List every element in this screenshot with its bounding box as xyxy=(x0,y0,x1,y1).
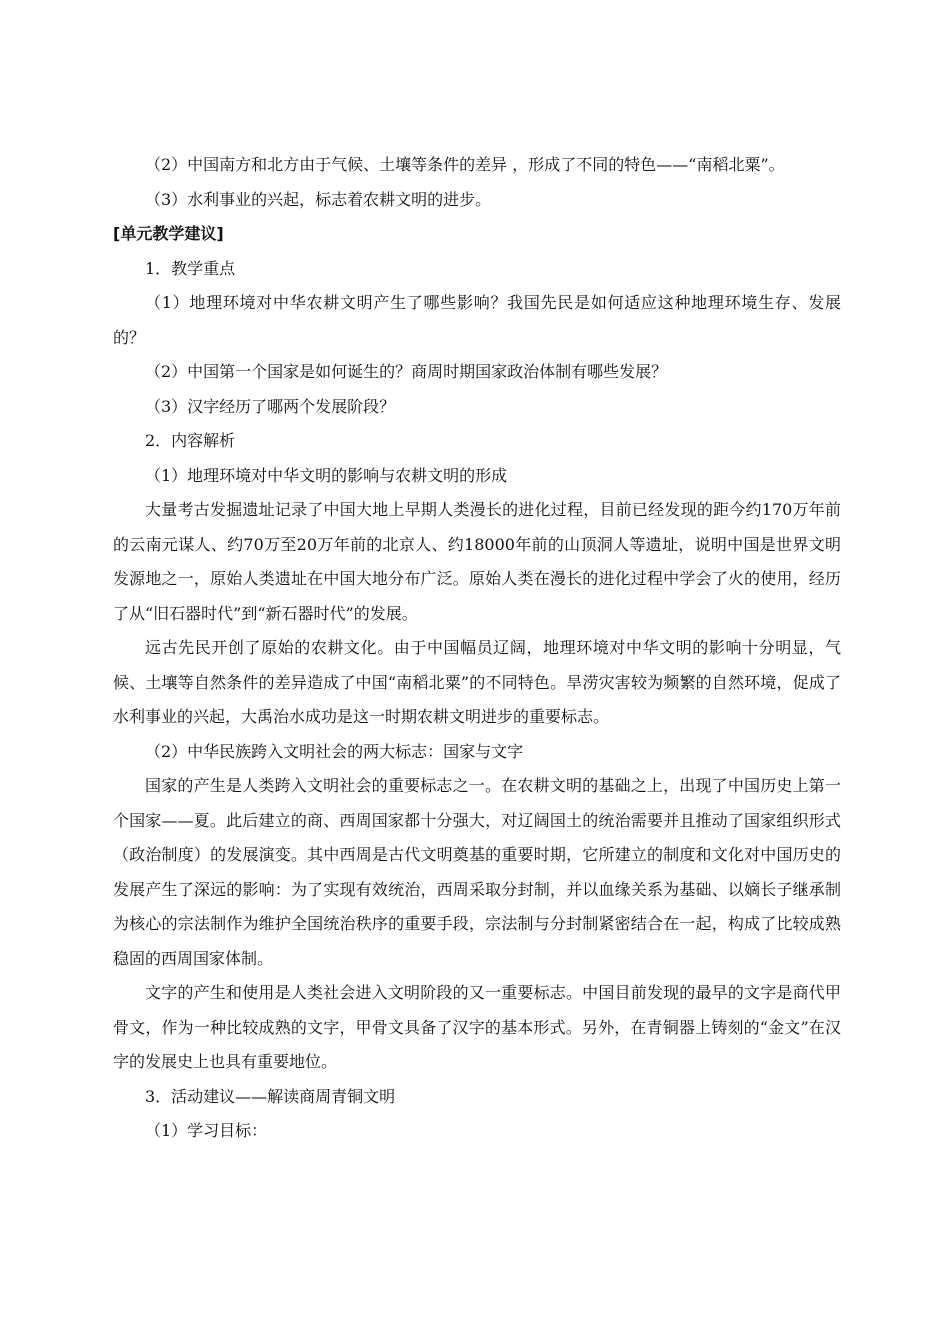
teaching-focus-item-2: （2）中国第一个国家是如何诞生的？商周时期国家政治体制有哪些发展？ xyxy=(145,362,668,381)
activity-heading: 3．活动建议——解读商周青铜文明 xyxy=(145,1086,396,1106)
teaching-focus-item-3: （3）汉字经历了哪两个发展阶段？ xyxy=(145,396,396,416)
teaching-focus-heading: 1．教学重点 xyxy=(145,258,236,278)
section-title: [单元教学建议] xyxy=(113,224,224,243)
intro-item-3: （3）水利事业的兴起，标志着农耕文明的进步。 xyxy=(145,189,492,209)
activity-sub1-heading: （1）学习目标： xyxy=(145,1121,268,1140)
content-analysis-sub2-para2: 文字的产生和使用是人类社会进入文明阶段的又一重要标志。中国目前发现的最早的文字是商代甲骨文，作为一种比较成熟的文字，甲骨文具备了汉字的基本形式。另外，在青铜器上铸刻的“金文”在汉字的发展史上也具有重要地位。 xyxy=(113,983,841,1071)
teaching-focus-item-1: （1）地理环境对中华农耕文明产生了哪些影响？我国先民是如何适应这种地理环境生存、发展的？ xyxy=(113,293,841,347)
content-analysis-sub1-heading: （1）地理环境对中华文明的影响与农耕文明的形成 xyxy=(145,465,508,485)
content-analysis-heading: 2．内容解析 xyxy=(145,431,236,450)
content-analysis-sub2-para1: 国家的产生是人类跨入文明社会的重要标志之一。在农耕文明的基础之上，出现了中国历史上第一个国家——夏。此后建立的商、西周国家都十分强大，对辽阔国土的统治需要并且推动了国家组织形式（政治制度）的发展演变。其中西周是古代文明奠基的重要时期，它所建立的制度和文化对中国历史的发展产生了深远的影响：为了实现有效统治，西周采取分封制，并以血缘关系为基础、以嫡长子继承制为核心的宗法制作为维护全国统治秩序的重要手段，宗法制与分封制紧密结合在一起，构成了比较成熟稳固的西周国家体制。 xyxy=(113,776,841,968)
content-analysis-sub1-para1: 大量考古发掘遗址记录了中国大地上早期人类漫长的进化过程，目前已经发现的距今约170万年前的云南元谋人、约70万至20万年前的北京人、约18000年前的山顶洞人等遗址，说明中国是世界文明发源地之一，原始人类遗址在中国大地分布广泛。原始人类在漫长的进化过程中学会了火的使用，经历了从“旧石器时代”到“新石器时代”的发展。 xyxy=(113,500,841,623)
content-analysis-sub2-heading: （2）中华民族跨入文明社会的两大标志：国家与文字 xyxy=(145,741,524,761)
document-body xyxy=(113,148,841,1149)
content-analysis-sub1-para2: 远古先民开创了原始的农耕文化。由于中国幅员辽阔，地理环境对中华文明的影响十分明显，气候、土壤等自然条件的差异造成了中国“南稻北粟”的不同特色。旱涝灾害较为频繁的自然环境，促成了水利事业的兴起，大禹治水成功是这一时期农耕文明进步的重要标志。 xyxy=(113,638,841,726)
intro-item-2: （2）中国南方和北方由于气候、土壤等条件的差异 ，形成了不同的特色——“南稻北粟”。 xyxy=(145,155,785,174)
